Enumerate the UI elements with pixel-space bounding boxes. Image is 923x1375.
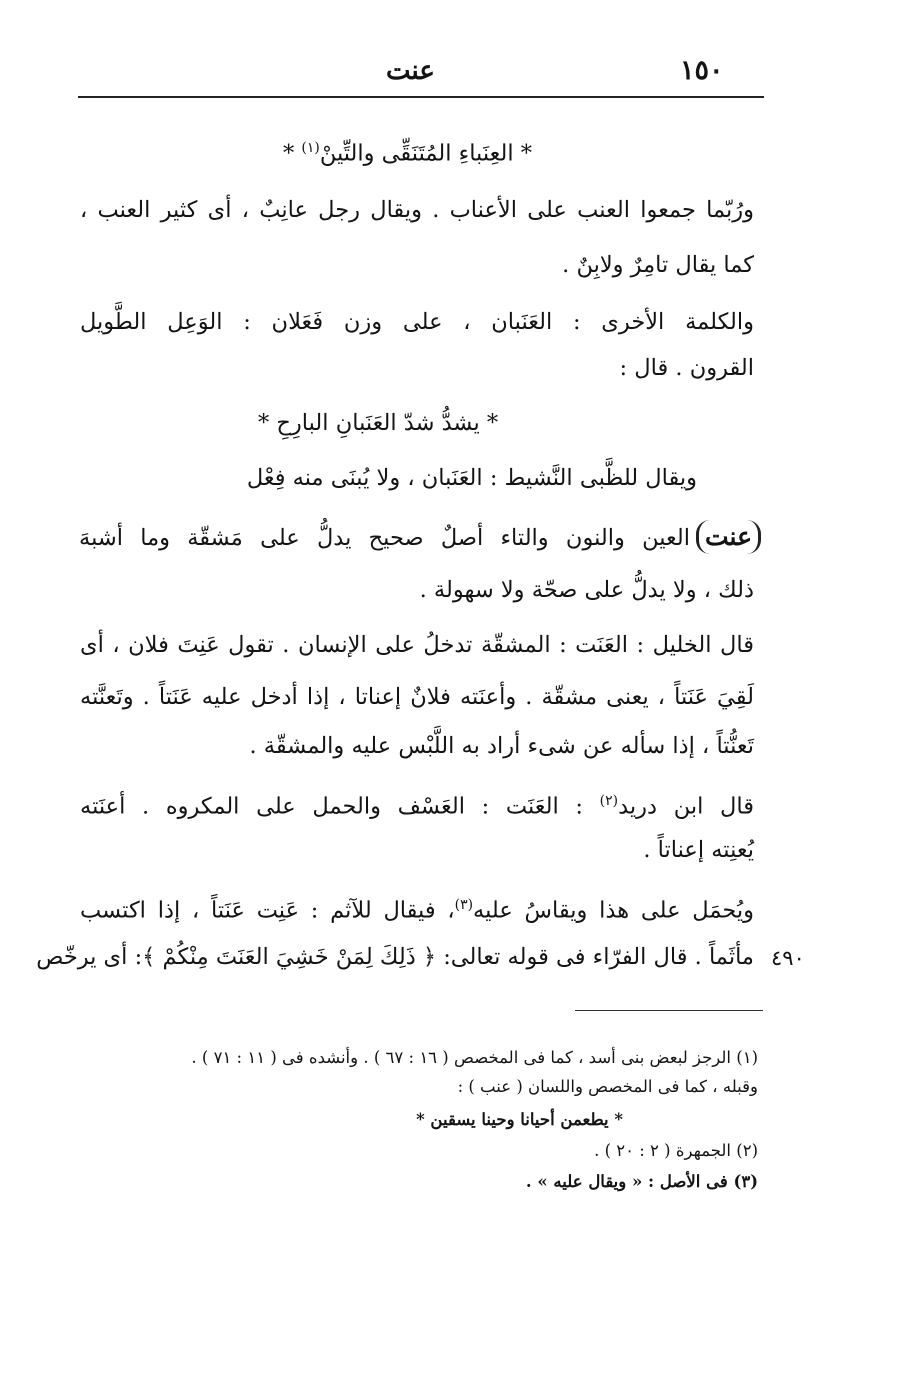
paragraph-line: ورُبّما جمعوا العنب على الأعناب . ويقال رجل عانِبٌ ، أى كثير العنب ، [80, 197, 754, 223]
verse-end: * [283, 140, 302, 167]
footnote-ref-1[interactable]: (١) [301, 140, 320, 156]
paragraph-line: ويقال للظَّبى النَّشيط : العَنَبان ، ولا يُبنَى منه فِعْل [246, 465, 697, 491]
footnote-verse: * يطعمن أحيانا وحينا يسقين * [416, 1110, 623, 1129]
footnote-rule [575, 1010, 763, 1011]
paragraph-line: لَقِيَ عَنَتاً ، يعنى مشقّة . وأعنَته فلانٌ إعناتا ، إذا أدخل عليه عَنَتاً . وتَعنَّته [80, 684, 755, 710]
entry-text: العين والنون والتاء أصلٌ صحيح يدلُّ على مَشقّة وما أشبهَ [79, 525, 690, 551]
footnote-1-cont: وقبله ، كما فى المخصص واللسان ( عنب ) : [457, 1077, 758, 1096]
header-rule [78, 96, 764, 98]
paragraph-line: ذلك ، ولا يدلُّ على صحّة ولا سهولة . [419, 577, 754, 603]
margin-number: ٤٩٠ [771, 946, 805, 970]
entry-headword: عنت [696, 520, 761, 554]
paragraph-text: ويُحمَل على هذا ويقاسُ عليه [473, 897, 754, 924]
paragraph-text: ، فيقال للآثم : عَنِت عَنَتاً ، إذا اكتسب [80, 897, 455, 924]
page-number: ١٥٠ [680, 55, 724, 86]
footnote-ref-3[interactable]: (٣) [454, 897, 474, 913]
paragraph-line: تَعنُّتاً ، إذا سأله عن شىء أراد به اللَّبْس عليه والمشقّة . [249, 733, 754, 759]
paragraph-line: مأثَماً . قال الفرّاء فى قوله تعالى: ﴿ ذَلِكَ لِمَنْ خَشِيَ العَنَتَ مِنْكُمْ ﴾: أى يرخّص [36, 944, 754, 970]
paragraph-line: يُعنِته إعناتاً . [643, 837, 754, 863]
paragraph-line [80, 784, 754, 824]
paragraph-line: قال الخليل : العَنَت : المشقّة تدخلُ على الإنسان . تقول عَنِتَ فلان ، أى [80, 632, 754, 658]
entry-line [79, 520, 761, 555]
verse-text: * العِنَباءِ المُتَنَقِّى والتِّينْ [319, 140, 533, 167]
paragraph-text: قال ابن دريد [618, 793, 754, 820]
paragraph-line: القرون . قال : [619, 355, 754, 381]
footnote-2: (٢) الجمهرة ( ٢ : ٢٠ ) . [594, 1141, 758, 1160]
paragraph-line [80, 888, 754, 928]
paragraph-line: والكلمة الأخرى : العَنَبان ، على وزن فَعَلان : الوَعِل الطَّويل [80, 309, 754, 335]
footnote-1: (١) الرجز لبعض بنى أسد ، كما فى المخصص ( ١٦ : ٦٧ ) . وأنشده فى ( ١١ : ٧١ ) . [191, 1048, 758, 1067]
paragraph-line: كما يقال تامِرٌ ولابِنٌ . [562, 252, 754, 278]
verse-line-2: * يشدُّ شدّ العَنَبانِ البارِحِ * [258, 410, 499, 436]
paragraph-text: : العَنَت : العَسْف والحمل على المكروه . أعنَته [80, 793, 600, 820]
footnote-ref-2[interactable]: (٢) [599, 793, 619, 809]
verse-line-1 [283, 140, 532, 167]
running-head-root: عنت [386, 56, 435, 86]
footnote-3: (٣) فى الأصل : « ويقال عليه » . [525, 1172, 758, 1191]
